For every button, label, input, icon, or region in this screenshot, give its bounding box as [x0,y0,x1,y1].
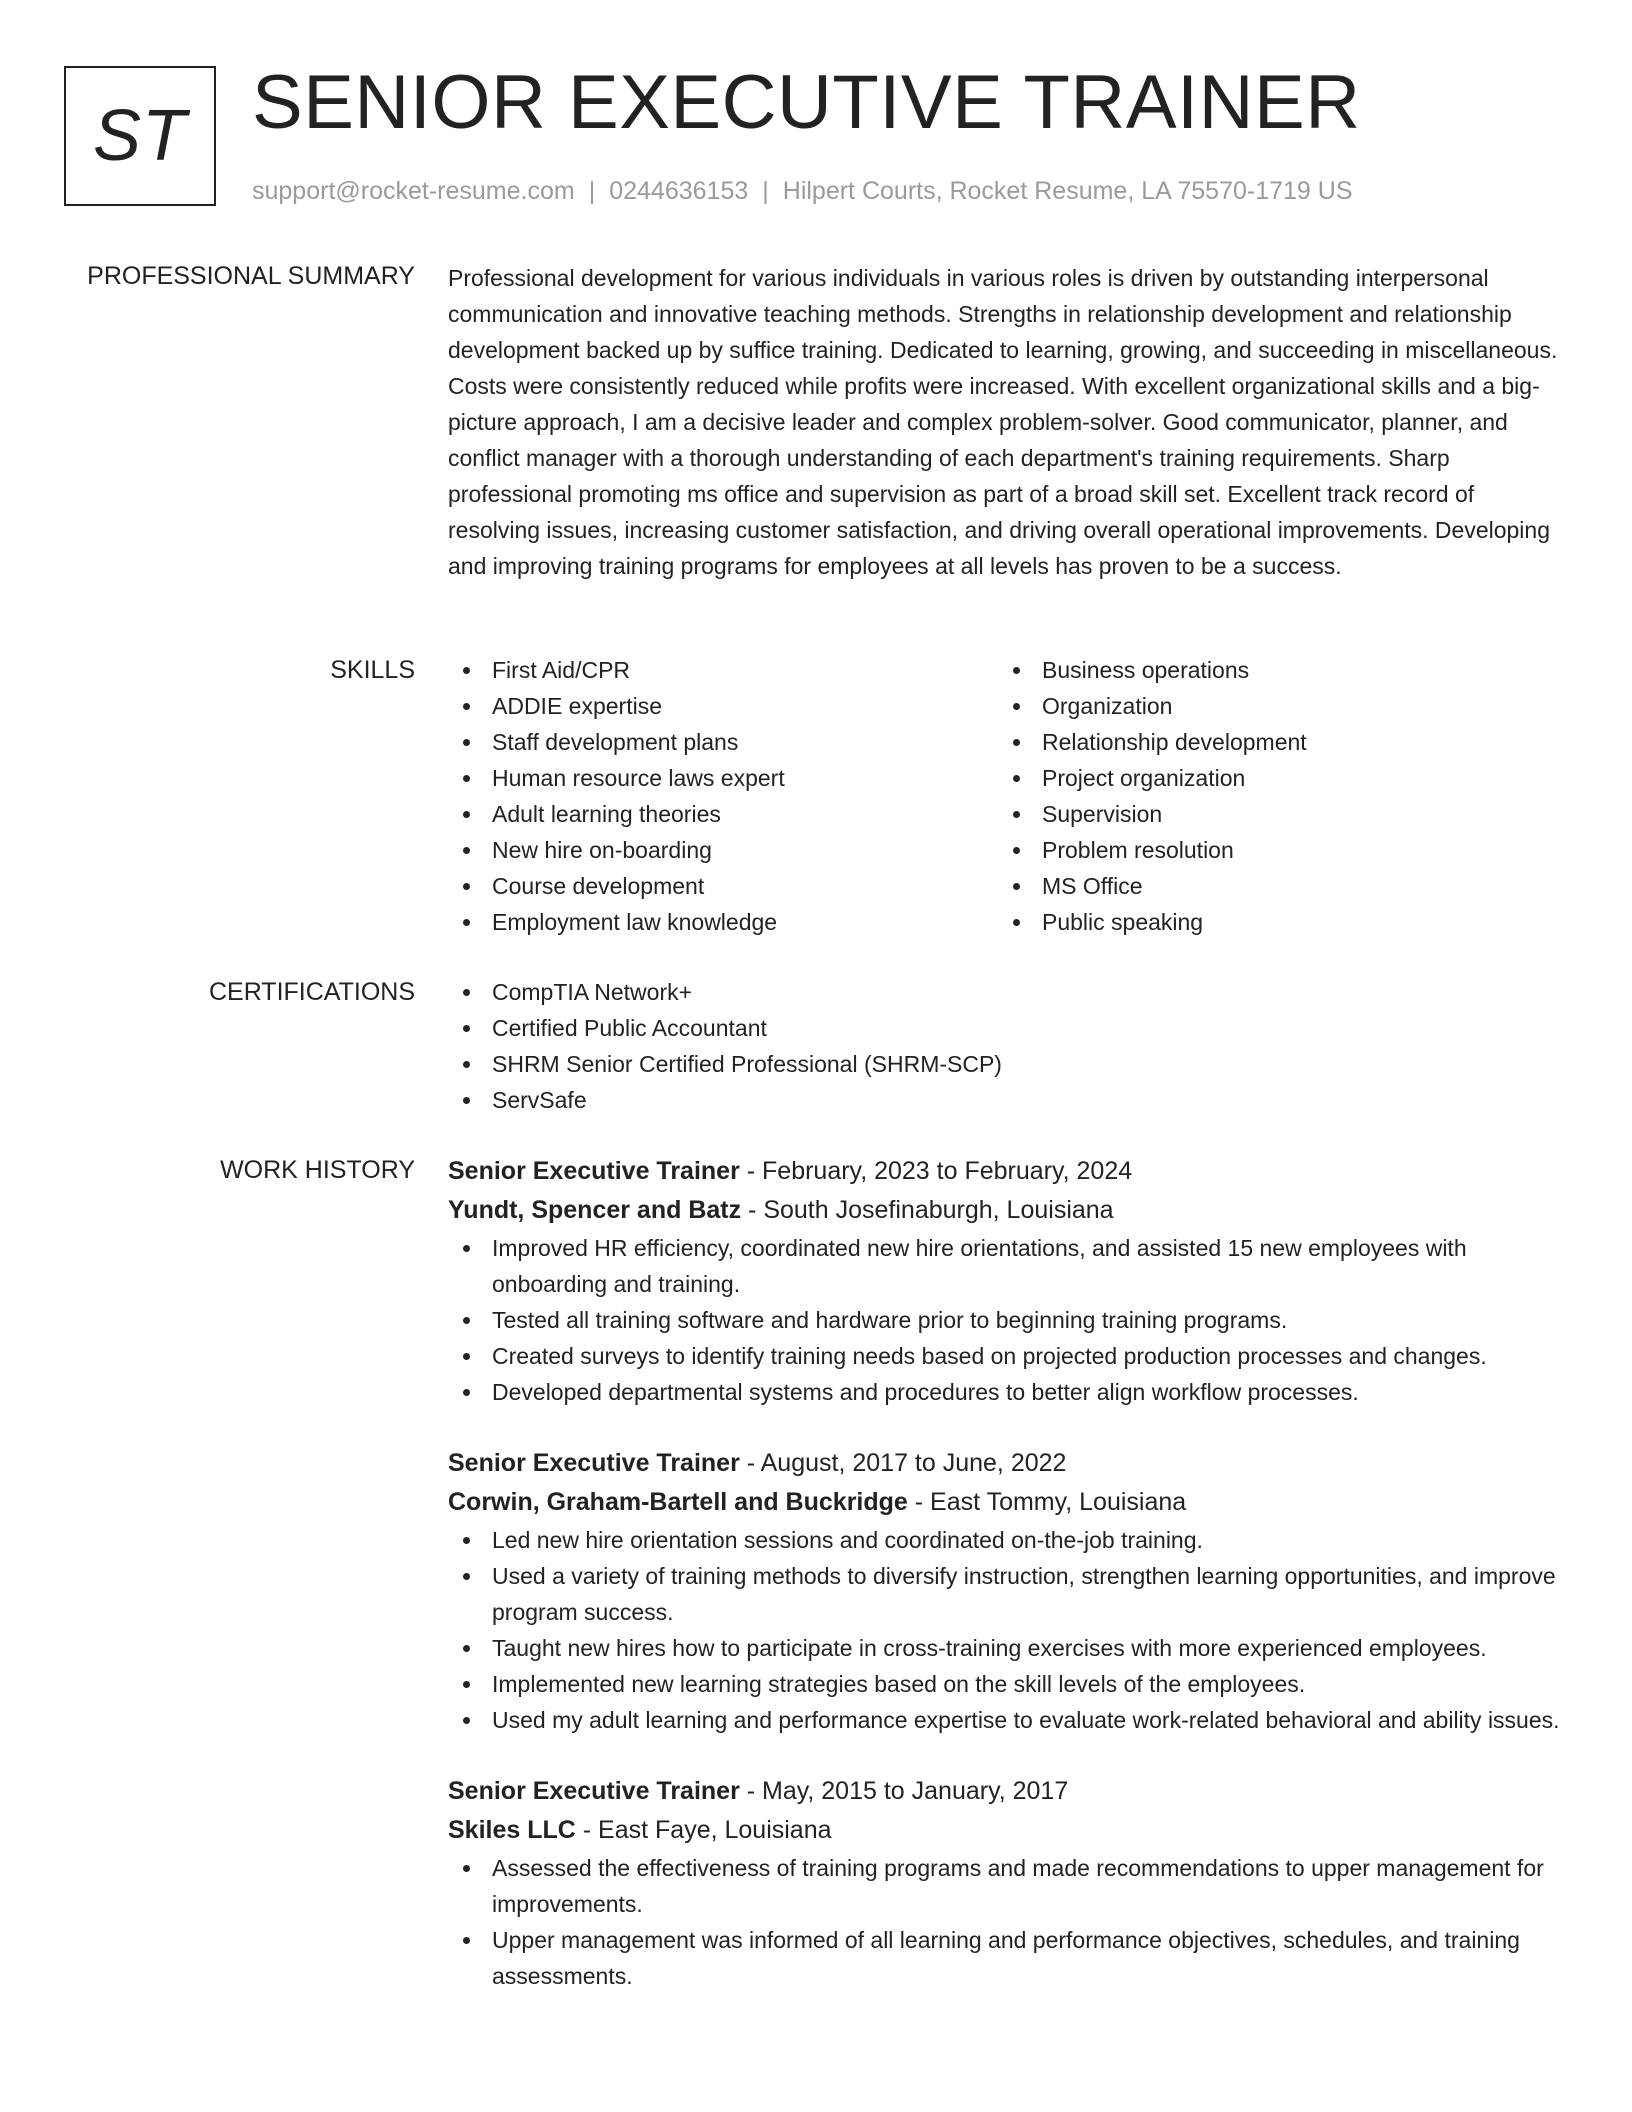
skills-list-right [998,652,1548,940]
contact-phone: 0244636153 [609,177,749,205]
list-item: Assessed the effectiveness of training programs and made recommendations to upper management for improvements. [448,1850,1568,1922]
job-location: - East Faye, Louisiana [575,1816,832,1844]
list-item: ADDIE expertise [448,688,998,724]
job-bullets [448,1230,1568,1410]
list-item: Problem resolution [998,832,1548,868]
list-item: SHRM Senior Certified Professional (SHRM-SCP) [448,1046,1568,1082]
list-item: First Aid/CPR [448,652,998,688]
monogram-initials: ST [64,66,216,206]
list-item: Upper management was informed of all learning and performance objectives, schedules, and training assessments. [448,1922,1568,1994]
list-item: Relationship development [998,724,1548,760]
job-title-line [448,1444,1568,1483]
job-entry [448,1444,1568,1738]
list-item: Led new hire orientation sessions and coordinated on-the-job training. [448,1522,1568,1558]
list-item: MS Office [998,868,1548,904]
contact-separator: | [588,177,596,205]
list-item: Course development [448,868,998,904]
list-item: Project organization [998,760,1548,796]
summary-heading: PROFESSIONAL SUMMARY [87,262,415,290]
list-item: ServSafe [448,1082,1568,1118]
list-item: Tested all training software and hardware prior to beginning training programs. [448,1302,1568,1338]
summary-text: Professional development for various individuals in various roles is driven by outstanding interpersonal communication and innovative teaching methods. Strengths in relationship development and relationship development backed up by suffice training. Dedicated to learning, growing, and succeeding in miscellaneous. Costs were consistently reduced while profits were increased. With excellent organizational skills and a big-picture approach, I am a decisive leader and complex problem-solver. Good communicator, planner, and conflict manager with a thorough understanding of each department's training requirements. Sharp professional promoting ms office and supervision as part of a broad skill set. Excellent track record of resolving issues, increasing customer satisfaction, and driving overall operational improvements. Developing and improving training programs for employees at all levels has proven to be a success. [448,265,1558,579]
skills-heading: SKILLS [330,656,415,684]
job-company: Skiles LLC [448,1816,576,1844]
list-item: Organization [998,688,1548,724]
job-title: Senior Executive Trainer [448,1777,740,1805]
job-entry [448,1772,1568,1994]
contact-line [252,174,1353,208]
contact-email: support@rocket-resume.com [252,177,575,205]
job-bullets [448,1850,1568,1994]
list-item: Implemented new learning strategies based on the skill levels of the employees. [448,1666,1568,1702]
contact-separator: | [762,177,769,205]
list-item: Used a variety of training methods to diversify instruction, strengthen learning opportunities, and improve program success. [448,1558,1568,1630]
job-title: Senior Executive Trainer [448,1157,740,1185]
list-item: Used my adult learning and performance expertise to evaluate work-related behavioral and ability issues. [448,1702,1568,1738]
job-company: Corwin, Graham-Bartell and Buckridge [448,1488,908,1516]
job-location: - East Tommy, Louisiana [907,1488,1187,1516]
job-company-line [448,1811,1568,1850]
list-item: Business operations [998,652,1548,688]
list-item: Adult learning theories [448,796,998,832]
job-dates: - February, 2023 to February, 2024 [739,1157,1133,1185]
list-item: Developed departmental systems and procedures to better align workflow processes. [448,1374,1568,1410]
page-title: SENIOR EXECUTIVE TRAINER [252,60,1361,145]
job-location: - South Josefinaburgh, Louisiana [741,1196,1114,1224]
list-item: Taught new hires how to participate in cross-training exercises with more experienced employees. [448,1630,1568,1666]
list-item: New hire on-boarding [448,832,998,868]
list-item: Supervision [998,796,1548,832]
job-dates: - August, 2017 to June, 2022 [739,1449,1067,1477]
certifications-list [448,974,1568,1118]
job-title: Senior Executive Trainer [448,1449,740,1477]
list-item: Improved HR efficiency, coordinated new hire orientations, and assisted 15 new employees with onboarding and training. [448,1230,1568,1302]
job-bullets [448,1522,1568,1738]
contact-address: Hilpert Courts, Rocket Resume, LA 75570-1719 US [782,177,1353,205]
job-company-line [448,1483,1568,1522]
list-item: Public speaking [998,904,1548,940]
job-dates: - May, 2015 to January, 2017 [739,1777,1069,1805]
list-item: Employment law knowledge [448,904,998,940]
list-item: Certified Public Accountant [448,1010,1568,1046]
list-item: Created surveys to identify training needs based on projected production processes and changes. [448,1338,1568,1374]
work-history-heading: WORK HISTORY [220,1156,415,1184]
job-title-line [448,1152,1568,1191]
job-entry [448,1152,1568,1410]
certifications-heading: CERTIFICATIONS [208,978,415,1006]
job-company: Yundt, Spencer and Batz [448,1196,742,1224]
skills-list-left [448,652,998,940]
list-item: CompTIA Network+ [448,974,1568,1010]
list-item: Human resource laws expert [448,760,998,796]
list-item: Staff development plans [448,724,998,760]
job-title-line [448,1772,1568,1811]
job-company-line [448,1191,1568,1230]
